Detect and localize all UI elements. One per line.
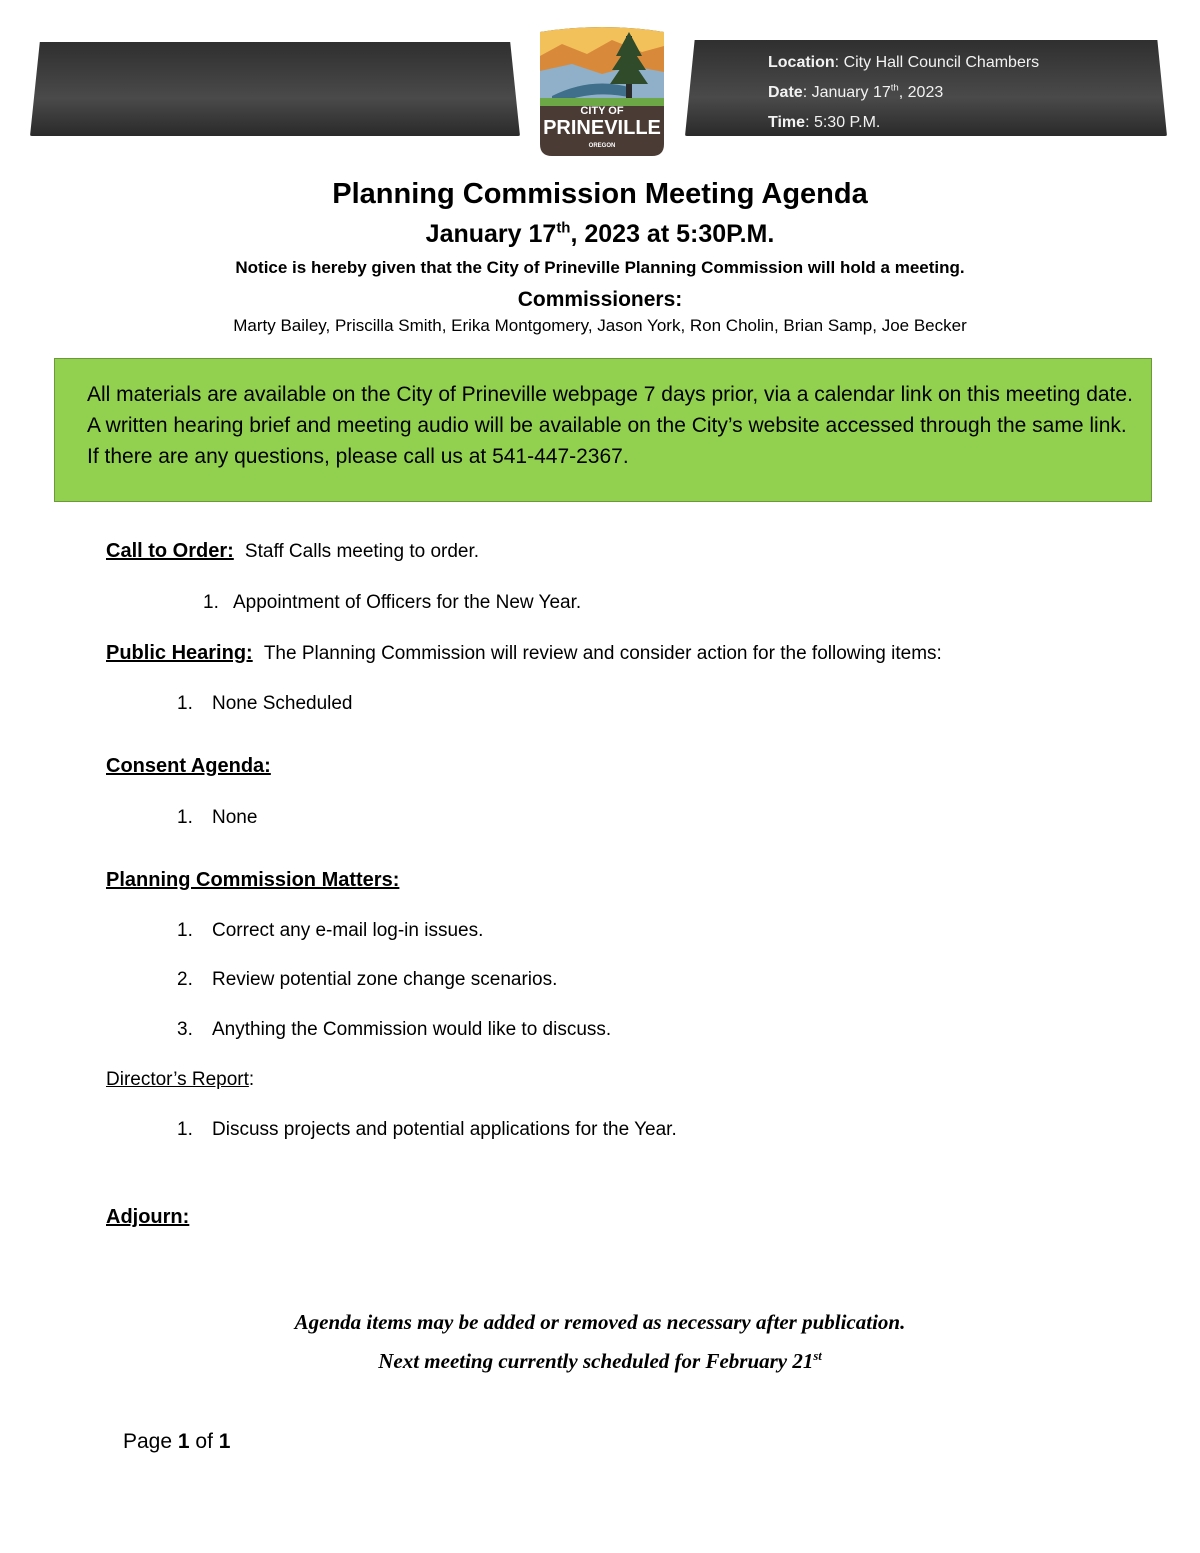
list-item: 1. Correct any e-mail log-in issues.	[177, 920, 484, 941]
meeting-time: Time: 5:30 P.M.	[768, 114, 881, 131]
svg-text:PRINEVILLE: PRINEVILLE	[543, 117, 661, 139]
commissioners-heading: Commissioners:	[517, 288, 683, 311]
commissioners-list: Marty Bailey, Priscilla Smith, Erika Montgomery, Jason York, Ron Cholin, Brian Samp, Joe Becker	[233, 316, 967, 335]
materials-info-text: All materials are available on the City of Prineville webpage 7 days prior, via a calendar link on this meeting date. A written hearing brief and meeting audio will be available on the City’s website accessed through the same link. If there are any questions, please call us at 541-447-2367.	[87, 383, 1133, 468]
materials-info-box	[54, 358, 1152, 502]
list-item: 1. None	[177, 807, 258, 828]
agenda-change-note: Agenda items may be added or removed as necessary after publication.	[294, 1310, 906, 1334]
list-item: 1. None Scheduled	[177, 693, 353, 714]
public-hearing-text: The Planning Commission will review and consider action for the following items:	[263, 643, 942, 664]
list-item: 1. Appointment of Officers for the New Year.	[203, 592, 582, 613]
page-title: Planning Commission Meeting Agenda	[332, 178, 868, 210]
commission-matters-heading: Planning Commission Matters:	[106, 869, 400, 891]
adjourn-heading: Adjourn:	[106, 1206, 190, 1228]
meeting-datetime: January 17th, 2023 at 5:30P.M.	[425, 219, 775, 248]
directors-report-heading: Director’s Report	[106, 1069, 249, 1090]
list-item: 2. Review potential zone change scenarios.	[177, 969, 558, 990]
call-to-order-heading: Call to Order:	[106, 540, 234, 562]
consent-agenda-section	[106, 755, 271, 778]
list-item: 1. Discuss projects and potential applications for the Year.	[177, 1119, 677, 1140]
svg-text:OREGON: OREGON	[588, 143, 616, 149]
next-meeting-note: Next meeting currently scheduled for February 21st	[378, 1349, 822, 1373]
list-item: 3. Anything the Commission would like to discuss.	[177, 1019, 612, 1040]
svg-text:CITY OF: CITY OF	[580, 105, 624, 117]
call-to-order-section	[106, 540, 479, 563]
directors-report-section: Director’s Report:	[106, 1069, 255, 1090]
adjourn-section	[106, 1206, 189, 1229]
meeting-info	[768, 48, 1039, 138]
commission-matters-section	[106, 869, 399, 892]
call-to-order-text: Staff Calls meeting to order.	[244, 541, 480, 562]
city-of-prineville-logo	[532, 26, 672, 158]
consent-agenda-heading: Consent Agenda:	[106, 755, 271, 777]
meeting-location: Location: City Hall Council Chambers	[768, 54, 1040, 71]
public-hearing-heading: Public Hearing:	[106, 642, 253, 664]
meeting-notice: Notice is hereby given that the City of Prineville Planning Commission will hold a meeting.	[235, 258, 965, 277]
header-banner-left	[30, 42, 520, 136]
page-number: Page 1 of 1	[123, 1430, 231, 1453]
meeting-date: Date: January 17th, 2023	[768, 82, 944, 101]
public-hearing-section	[106, 642, 942, 665]
